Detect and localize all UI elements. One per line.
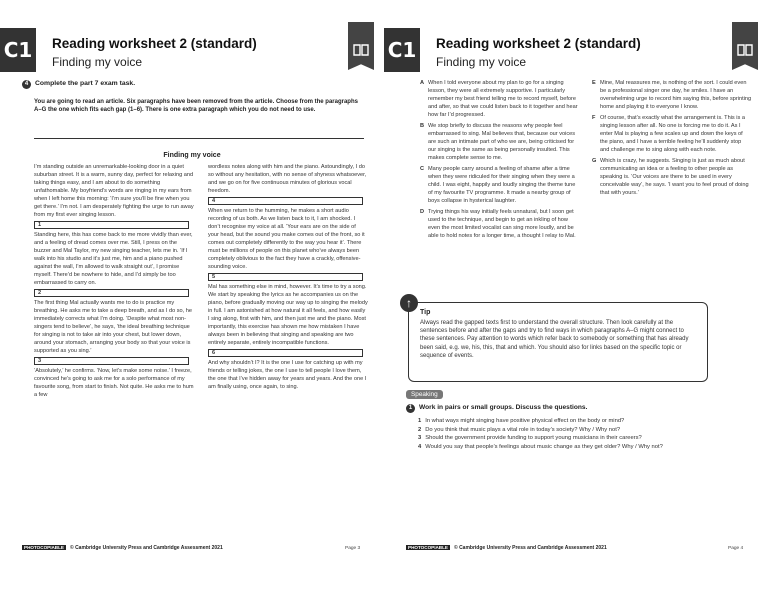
question-number: 2 — [418, 426, 422, 433]
task-instruction: You are going to read an article. Six paragraphs have been removed from the article. Choose from the paragraphs A–G the one which fits each gap (1–6). There is one extra paragraph which you do not need to use. — [34, 99, 358, 114]
question-text: In what ways might singing have positive physical effect on the body or mind? — [425, 418, 625, 424]
book-icon — [732, 22, 758, 70]
page-subtitle: Finding my voice — [436, 55, 527, 69]
task-title: Complete the part 7 exam task. — [35, 80, 136, 87]
question-text: Do you think that music plays a vital role in today’s society? Why / Why not? — [425, 426, 621, 433]
article-column-2 — [208, 163, 368, 393]
footer-copyright — [22, 545, 223, 551]
page-number: Page 3 — [345, 546, 361, 551]
page-title: Reading worksheet 2 (standard) — [436, 36, 641, 51]
article-paragraph: When we return to the humming, he makes a short audio recording of us both. As we listen back to it, I am shocked. I don’t recognise my voice at all. ‘Your ears are on the side of your head, but the sound you make comes out of the front, so it comes out completely differently to the way you hear it’. There must be millions of people on this planet who’ve always been completely oblivious to the fact they have a crackly, offensive-sounding voice. — [208, 208, 365, 270]
page-subtitle: Finding my voice — [52, 55, 143, 69]
option-text: Mine, Mal reassures me, is nothing of the sort. I could even be a professional singer one day, he smiles. I have an overwhelming urge to record him saying this, before sprinting home and playing it to everyone I know. — [600, 80, 752, 110]
gap-box-6[interactable]: 6 — [208, 349, 363, 357]
footer-copyright — [406, 545, 607, 551]
article-paragraph: ‘Absolutely,’ he confirms. ‘Now, let’s make some noise.’ I freeze, convinced he’s going to ask me for a solo performance of my favourite song, from start to finish. Not quite. He asks me to hum a few — [34, 368, 194, 398]
question-item — [418, 417, 748, 426]
option-text: We stop briefly to discuss the reasons why people feel embarrassed to sing. Mal believes that, because our voices are such an intimate part of who we are, being criticised for our singing is the same as being personally insulted. This makes complete sense to me. — [428, 123, 576, 161]
option-key: A — [420, 80, 425, 86]
speaking-questions — [418, 417, 748, 451]
article-column-1 — [34, 163, 194, 401]
task-title: Work in pairs or small groups. Discuss the questions. — [419, 404, 588, 411]
article-paragraph: wordless notes along with him and the piano. Astoundingly, I do so without any hesitation, with no sense of shyness whatsoever, and we go on for five continuous minutes of glorious vocal freedom. — [208, 164, 367, 194]
article-paragraph: Mal has something else in mind, however. It’s time to try a song. We start by speaking the lyrics as he accompanies us on the piano, before gradually moving our way up to singing the melody in full. I am astonished at how natural it all feels, and how easily I sing along, first with him, and then just me and the piano. Most importantly, this exercise has shown me how mistaken I have always been in believing that singing and speaking are two entirely separate, entirely incompatible functions. — [208, 284, 368, 346]
page-title: Reading worksheet 2 (standard) — [52, 36, 257, 51]
option-text: Of course, that’s exactly what the arrangement is. This is a singing lesson after all. No one is forcing me to do it. As I enter Mal is playing a few scales up and down the keys of the piano, and I have a terrible feeling he’ll suddenly stop and challenge me to sing along with each note. — [600, 115, 745, 153]
gap-box-1[interactable]: 1 — [34, 221, 189, 229]
article-title: Finding my voice — [163, 152, 221, 159]
speaking-label: Speaking — [406, 390, 443, 399]
option-E — [592, 79, 752, 111]
option-text: Which is crazy, he suggests. Singing is just as much about communicating an idea or a feeling to other people as speaking is. ‘Our voices are there to be used in every conceivable way’, he says. ‘I want you to feel proud of doing that with yours.’ — [600, 158, 749, 196]
article-paragraph: And why shouldn’t I? It is the one I use for catching up with my friends or telling jokes, the one I use to tell people I love them, the one that I’ve hidden away for years and years. And the one I am finally using, once again, to sing. — [208, 360, 367, 390]
article-paragraph: Standing here, this has come back to me more vividly than ever, and a feeling of dread comes over me. Still, I press on the buzzer and Mal Taylor, my new singing teacher, lets me in. ‘If I walk into his studio and it’s just me, him and a piano pushed against the wall, I’m allowed to walk straight out’, I promise myself. There’d be nowhere to hide, and I’d simply be too embarrassed to carry on. — [34, 232, 193, 286]
task-number: 1 — [406, 404, 415, 413]
question-text: Should the government provide funding to support young musicians in their careers? — [425, 435, 642, 441]
question-item — [418, 426, 748, 435]
option-G — [592, 157, 752, 197]
photocopiable-label: PHOTOCOPIABLE — [408, 545, 448, 550]
tip-arrow-icon: ↑ — [400, 294, 418, 312]
divider — [34, 138, 364, 139]
option-text: When I told everyone about my plan to go for a singing lesson, they were all extremely supportive. I particularly remember my best friend telling me to record myself, before and after, so that we could listen back to it together and hear how far I’d progressed. — [428, 80, 578, 118]
option-key: D — [420, 209, 425, 215]
option-text: Trying things his way initially feels unnatural, but I soon get used to the technique, and begin to get an inkling of how even the most limited vocalist can sing more loudly, and be able to hold notes for a longer time, a thought I relay to Mal. — [428, 209, 576, 239]
gap-box-2[interactable]: 2 — [34, 289, 189, 297]
option-B — [420, 122, 580, 162]
options-column-2 — [592, 79, 752, 200]
article-paragraph: The first thing Mal actually wants me to do is practice my breathing. He asks me to take a deep breath, and as I do so, he immediately corrects what I’m doing. ‘Despite what most non-singers tend to believe’, he says, ‘the ideal breathing technique for singing is not to take air into your chest, but lower down, around your stomach, arranging your body so that your voice is supported as you sing.’ — [34, 300, 192, 354]
gap-box-4[interactable]: 4 — [208, 197, 363, 205]
tip-body: Always read the gapped texts first to understand the overall structure. Then look carefully at the sentences before and after the gaps and try to find ways in which paragraphs A–G might connect to these sentences. Pay attention to words which refer back to somebody or something that has already been said, e.g. we, his, this, that and which. You should also for links based on the specific topic or sequence of events. — [420, 320, 689, 359]
page-number: Page 4 — [728, 546, 744, 551]
question-item — [418, 434, 748, 443]
question-number: 3 — [418, 435, 422, 441]
task-heading — [22, 80, 135, 89]
tip-box — [408, 302, 708, 382]
speaking-task-heading — [406, 404, 587, 413]
level-badge: C1 — [384, 28, 420, 72]
option-key: F — [592, 115, 596, 121]
question-number: 4 — [418, 443, 422, 450]
option-key: C — [420, 166, 425, 172]
level-badge: C1 — [0, 28, 36, 72]
copyright-text: © Cambridge University Press and Cambridge Assessment 2021 — [454, 545, 607, 551]
photocopiable-label: PHOTOCOPIABLE — [24, 545, 64, 550]
option-A — [420, 79, 580, 119]
tip-title: Tip — [420, 309, 431, 316]
option-key: G — [592, 158, 597, 164]
article-paragraph: I’m standing outside an unremarkable-looking door in a quiet suburban street. It is a warm, sunny day, perfect for relaxing and taking things easy, and I am about to do something unfathomable. My boyfriend’s words are ringing in my ears from when I left home this morning: ‘I’m sure you’ll be fine when you get there.’ I’m not. I am desperately fighting the urge to run away from my first ever singing lesson. — [34, 164, 194, 218]
task-number: 4 — [22, 80, 31, 89]
option-D — [420, 208, 580, 240]
gap-box-5[interactable]: 5 — [208, 273, 363, 281]
option-key: B — [420, 123, 425, 129]
copyright-text: © Cambridge University Press and Cambridge Assessment 2021 — [70, 545, 223, 551]
question-text: Would you say that people’s feelings about music change as they get older? Why / Why not? — [425, 443, 663, 450]
option-C — [420, 165, 580, 205]
question-item — [418, 443, 748, 452]
option-key: E — [592, 80, 596, 86]
option-text: Many people carry around a feeling of shame after a time when they were ridiculed for their singing when they were a child. I was eight, happily and loudly singing the theme tune of my favourite TV programme. It made a nearby group of boys collapse in hysterical laughter. — [428, 166, 576, 204]
gap-box-3[interactable]: 3 — [34, 357, 189, 365]
option-F — [592, 114, 752, 154]
options-column-1 — [420, 79, 580, 243]
question-number: 1 — [418, 418, 422, 424]
book-icon — [348, 22, 374, 70]
